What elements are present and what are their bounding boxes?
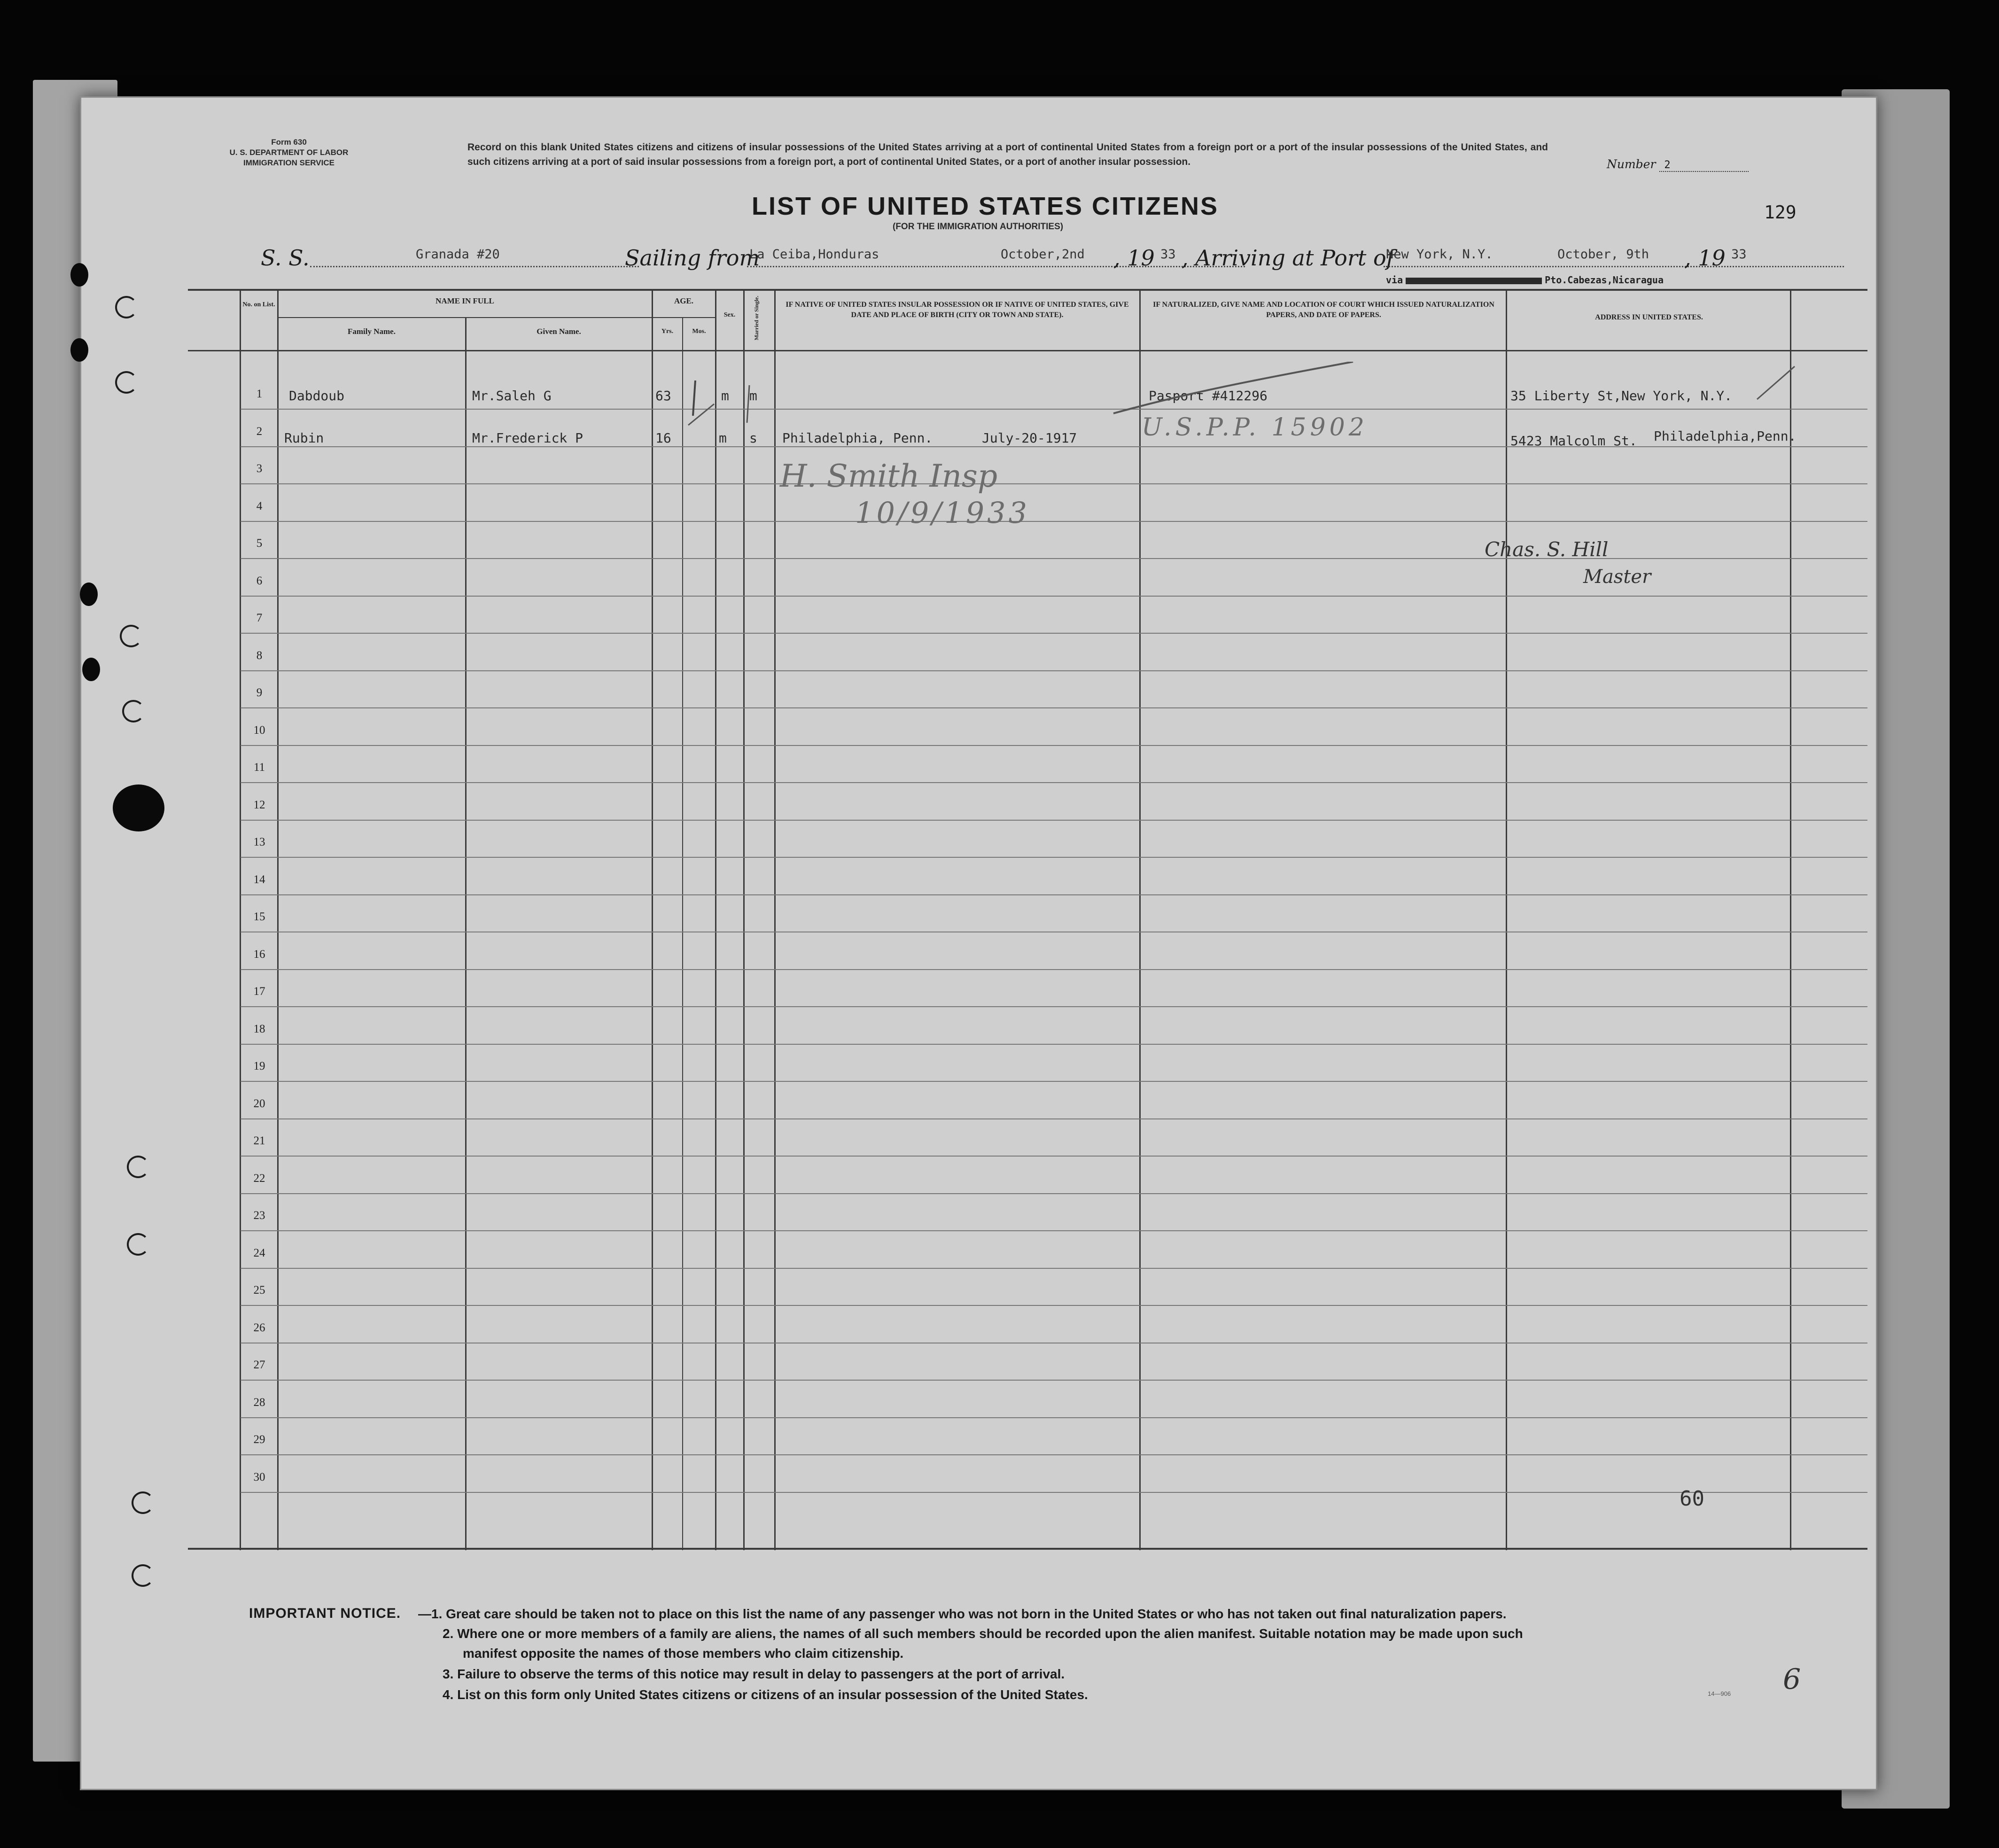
arrival-port: New York, N.Y. <box>1386 247 1493 262</box>
passenger-age-years: 63 <box>655 388 671 404</box>
page-number: 129 <box>1764 202 1797 223</box>
row-number: 10 <box>253 724 265 737</box>
ss-label: S. S. <box>261 245 310 271</box>
row-rule <box>241 521 1867 522</box>
row-number: 23 <box>253 1209 265 1222</box>
notice-item-2-cont: manifest opposite the names of those members who claim citizenship. <box>463 1646 904 1661</box>
list-number <box>1607 157 1749 172</box>
passenger-birth-place: Philadelphia, Penn. <box>782 430 933 446</box>
via-prefix: via <box>1386 274 1403 286</box>
row-number: 24 <box>253 1247 265 1259</box>
column-rule <box>652 289 653 1550</box>
row-number: 13 <box>253 836 265 848</box>
column-rule <box>1506 289 1507 1550</box>
row-number: 20 <box>253 1097 265 1110</box>
passenger-marital-status: m <box>749 388 757 404</box>
row-number: 22 <box>253 1172 265 1185</box>
notice-item-3: 3. Failure to observe the terms of this notice may result in delay to passengers at the port of arrival. <box>443 1667 1065 1681</box>
form-number: Form 630 <box>271 138 307 147</box>
row-number: 1 <box>256 388 263 400</box>
binder-ring <box>115 296 138 318</box>
table-top-rule <box>188 289 1867 291</box>
column-rule <box>1790 289 1791 1550</box>
row-number: 18 <box>253 1023 265 1035</box>
row-rule <box>241 1380 1867 1381</box>
col-header-mos: Mos. <box>692 328 706 335</box>
handwritten-ticks <box>658 362 1832 456</box>
row-rule <box>241 894 1867 895</box>
passenger-given-name: Mr.Frederick P <box>472 430 583 446</box>
row-rule <box>241 1006 1867 1007</box>
sheet-mark: 6 <box>1783 1663 1801 1696</box>
row-number: 15 <box>253 910 265 923</box>
sailing-label: Sailing from <box>625 245 760 271</box>
binder-ring <box>132 1491 154 1514</box>
row-number: 28 <box>253 1396 265 1409</box>
departure-year: 33 <box>1160 247 1176 262</box>
column-rule <box>743 289 745 1550</box>
row-rule <box>241 857 1867 858</box>
passenger-naturalization: Pasport #412296 <box>1149 388 1268 404</box>
department-name: U. S. DEPARTMENT OF LABOR <box>229 148 349 157</box>
row-rule <box>241 820 1867 821</box>
row-rule <box>241 483 1867 484</box>
row-rule <box>241 1081 1867 1082</box>
passenger-family-name: Dabdoub <box>289 388 345 404</box>
departure-date: October,2nd <box>1001 247 1085 262</box>
punch-hole <box>82 658 100 681</box>
row-rule <box>241 1193 1867 1194</box>
column-rule <box>682 317 683 1550</box>
col-header-naturalization: IF NATURALIZED, GIVE NAME AND LOCATION OF COURT WHICH ISSUED NATURALIZATION PAPERS, AND DATE OF PAPERS. <box>1153 301 1494 319</box>
row-rule <box>241 1118 1867 1119</box>
arrival-date: October, 9th <box>1557 247 1649 262</box>
row-rule <box>241 670 1867 671</box>
notice-heading: IMPORTANT NOTICE. <box>249 1606 401 1621</box>
form-instructions: Record on this blank United States citizens and citizens of insular possessions of the United States arriving at a port of continental United States from a foreign port or a port of the insular possessions of the United States, and such citizens arriving at a port of said insular possessions from a foreign port, a port of continental United States, or a port of another insular possession. <box>467 142 1548 167</box>
name-header-rule <box>277 317 652 318</box>
row-number: 8 <box>256 649 263 662</box>
row-number: 7 <box>256 612 263 624</box>
row-number: 2 <box>256 425 263 438</box>
row-rule <box>241 782 1867 783</box>
list-number-value: 2 <box>1659 159 1749 172</box>
row-rule <box>241 1268 1867 1269</box>
via-route <box>1386 274 1664 286</box>
master-title: Master <box>1583 566 1651 588</box>
year-label-2: , 19 <box>1684 245 1726 271</box>
column-rule <box>465 317 467 1550</box>
row-number: 30 <box>253 1471 265 1483</box>
column-rule <box>277 289 279 1550</box>
form-subtitle: (FOR THE IMMIGRATION AUTHORITIES) <box>893 222 1064 232</box>
handwritten-inspector: H. Smith Insp <box>780 458 998 494</box>
row-number: 6 <box>256 575 263 587</box>
passenger-family-name: Rubin <box>284 430 324 446</box>
row-number: 9 <box>256 686 263 699</box>
row-number: 17 <box>253 985 265 998</box>
age-header-rule <box>652 317 715 318</box>
row-rule <box>241 1230 1867 1231</box>
table-bottom-rule <box>188 1548 1867 1550</box>
total-count: 60 <box>1680 1487 1704 1511</box>
row-number: 12 <box>253 799 265 811</box>
col-header-given-name: Given Name. <box>537 327 581 336</box>
punch-hole <box>70 338 88 362</box>
col-header-married-single: Married or Single. <box>753 295 760 341</box>
col-header-sex: Sex. <box>723 311 736 318</box>
row-rule <box>241 1417 1867 1418</box>
row-number: 27 <box>253 1359 265 1371</box>
form-title: LIST OF UNITED STATES CITIZENS <box>752 192 1219 220</box>
passenger-marital-status: s <box>749 430 757 446</box>
row-rule <box>241 1492 1867 1493</box>
passenger-given-name: Mr.Saleh G <box>472 388 552 404</box>
print-reference: 14—906 <box>1708 1690 1731 1697</box>
row-rule <box>241 1044 1867 1045</box>
row-number: 16 <box>253 948 265 961</box>
binder-ring <box>127 1233 149 1256</box>
row-rule <box>241 1454 1867 1455</box>
row-rule <box>241 633 1867 634</box>
binder-ring <box>122 700 145 722</box>
ship-name: Granada #20 <box>416 247 500 262</box>
row-number: 19 <box>253 1060 265 1072</box>
passenger-address: 5423 Malcolm St. <box>1510 433 1637 449</box>
row-rule <box>241 558 1867 559</box>
binder-ring <box>115 371 138 394</box>
notice-item-1: —1. Great care should be taken not to place on this list the name of any passenger who was not born in the United States or who has not taken out final naturalization papers. <box>418 1607 1507 1621</box>
passenger-address: 35 Liberty St,New York, N.Y. <box>1510 388 1733 404</box>
col-header-yrs: Yrs. <box>661 328 674 335</box>
notice-item-4: 4. List on this form only United States citizens or citizens of an insular possession of the United States. <box>443 1687 1088 1702</box>
handwritten-passport-note: U.S.P.P. 15902 <box>1142 413 1368 442</box>
passenger-birth-date: July-20-1917 <box>982 430 1077 446</box>
arriving-label: , Arriving at Port of <box>1182 245 1394 271</box>
row-number: 21 <box>253 1134 265 1147</box>
row-number: 14 <box>253 873 265 886</box>
binder-ring <box>120 625 142 647</box>
passenger-age-years: 16 <box>655 430 671 446</box>
column-rule <box>240 289 241 1550</box>
notice-item-2: 2. Where one or more members of a family are aliens, the names of all such members should be recorded upon the alien manifest. Suitable notation may be made upon such <box>443 1626 1523 1641</box>
arrival-year: 33 <box>1731 247 1747 262</box>
col-header-address: ADDRESS IN UNITED STATES. <box>1595 313 1703 321</box>
struck-out-text <box>1406 278 1542 284</box>
form-identifier <box>221 137 357 168</box>
binder-ring <box>127 1156 149 1178</box>
year-label-1: , 19 <box>1113 245 1155 271</box>
passenger-address-city: Philadelphia,Penn. <box>1654 428 1797 444</box>
row-number: 11 <box>253 761 265 774</box>
col-header-native-birth: IF NATIVE OF UNITED STATES INSULAR POSSESSION OR IF NATIVE OF UNITED STATES, GIVE DATE AND PLACE OF BIRTH (CITY OR TOWN AND STATE). <box>786 301 1129 319</box>
row-number: 25 <box>253 1284 265 1297</box>
passenger-sex: m <box>719 430 727 446</box>
via-port: Pto.Cabezas,Nicaragua <box>1545 274 1664 286</box>
col-header-age: AGE. <box>674 296 694 305</box>
row-number: 4 <box>256 500 263 512</box>
service-name: IMMIGRATION SERVICE <box>243 158 334 167</box>
col-header-name-in-full: NAME IN FULL <box>436 296 494 305</box>
col-header-no: No. on List. <box>242 301 275 308</box>
passenger-sex: m <box>721 388 729 404</box>
row-rule <box>241 745 1867 746</box>
punch-hole <box>80 582 98 606</box>
row-number: 3 <box>256 462 263 475</box>
ink-stain <box>113 784 164 831</box>
handwritten-inspection-date: 10/9/1933 <box>855 496 1030 530</box>
header-bottom-rule <box>188 350 1867 351</box>
row-rule <box>241 969 1867 970</box>
from-port: La Ceiba,Honduras <box>749 247 879 262</box>
col-header-family-name: Family Name. <box>348 327 396 336</box>
column-rule <box>1139 289 1141 1550</box>
row-rule <box>241 1156 1867 1157</box>
row-rule <box>241 707 1867 708</box>
master-signature: Chas. S. Hill <box>1485 538 1609 561</box>
voyage-line <box>261 245 1764 278</box>
column-rule <box>715 289 716 1550</box>
row-number: 26 <box>253 1321 265 1334</box>
binder-ring <box>132 1564 154 1587</box>
row-rule <box>241 1305 1867 1306</box>
column-rule <box>774 289 776 1550</box>
list-number-label: Number <box>1607 157 1656 171</box>
punch-hole <box>70 263 88 287</box>
row-number: 5 <box>256 537 263 550</box>
row-rule <box>241 596 1867 597</box>
row-number: 29 <box>253 1433 265 1446</box>
